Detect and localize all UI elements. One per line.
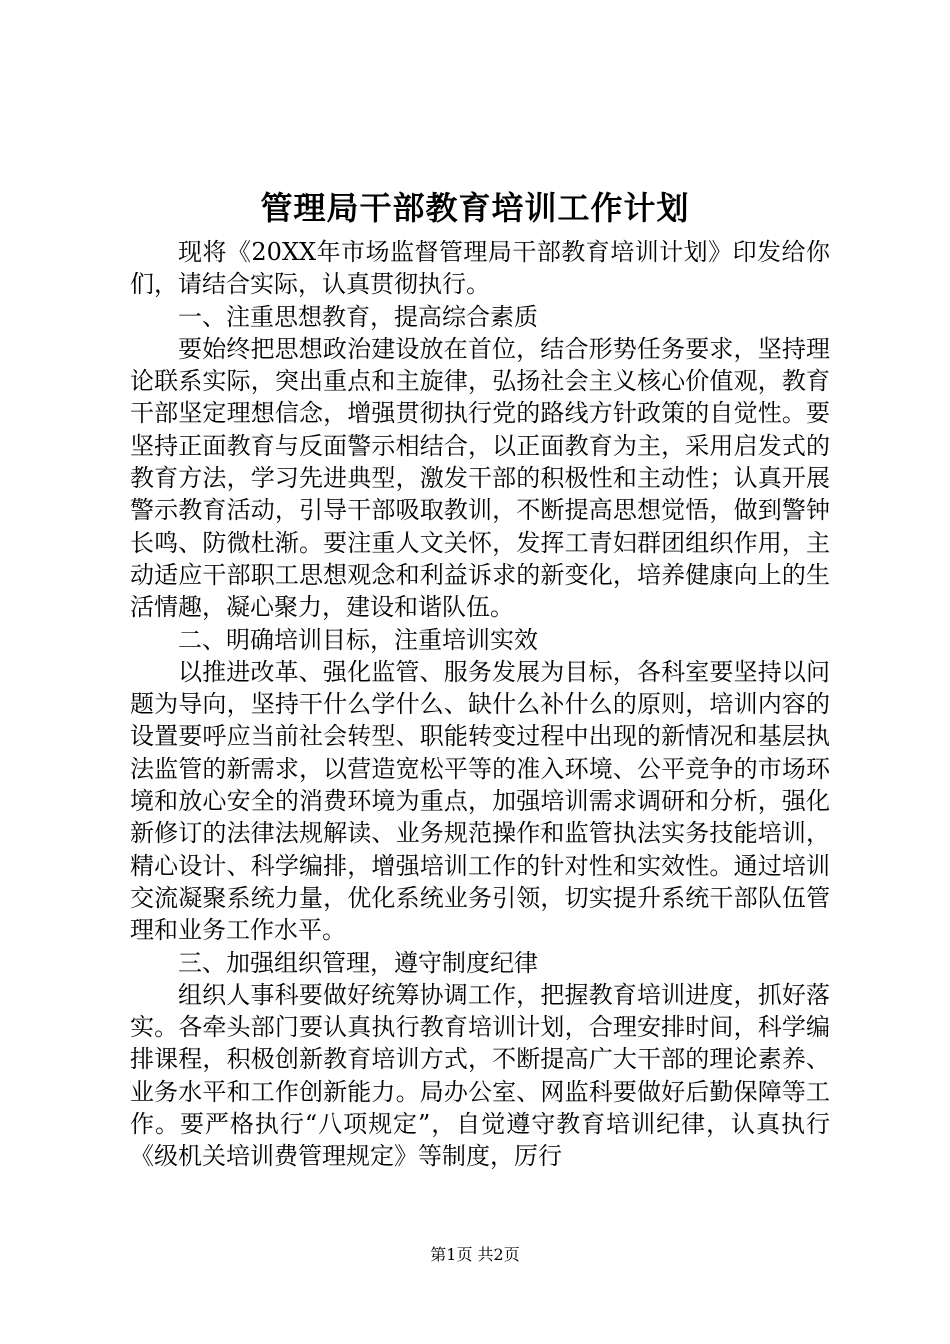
section-heading-1: 一、注重思想教育，提高综合素质 — [178, 302, 538, 331]
paragraph-intro: 现将《20XX年市场监督管理局干部教育培训计划》印发给你们，请结合实际，认真贯彻执行。 — [130, 238, 830, 299]
section-heading-3: 三、加强组织管理，遵守制度纪律 — [178, 948, 538, 977]
paragraph-section-3: 组织人事科要做好统筹协调工作，把握教育培训进度，抓好落实。各牵头部门要认真执行教育培训计划，合理安排时间，科学编排课程，积极创新教育培训方式，不断提高广大干部的理论素养、业务水平和工作创新能力。局办公室、网监科要做好后勤保障等工作。要严格执行“八项规定”，自觉遵守教育培训纪律，认真执行《级机关培训费管理规定》等制度，厉行 — [130, 980, 830, 1171]
section-heading-2: 二、明确培训目标，注重培训实效 — [178, 625, 538, 654]
document-title: 管理局干部教育培训工作计划 — [260, 189, 690, 227]
page-number: 第1页 — [430, 1245, 473, 1264]
paragraph-section-2: 以推进改革、强化监管、服务发展为目标，各科室要坚持以问题为导向，坚持干什么学什么、缺什么补什么的原则，培训内容的设置要呼应当前社会转型、职能转变过程中出现的新情况和基层执法监管的新需求，以营造宽松平等的准入环境、公平竞争的市场环境和放心安全的消费环境为重点，加强培训需求调研和分析，强化新修订的法律法规解读、业务规范操作和监管执法实务技能培训，精心设计、科学编排，增强培训工作的针对性和实效性。通过培训交流凝聚系统力量，优化系统业务引领，切实提升系统干部队伍管理和业务工作水平。 — [130, 657, 830, 945]
paragraph-section-1: 要始终把思想政治建设放在首位，结合形势任务要求，坚持理论联系实际，突出重点和主旋律，弘扬社会主义核心价值观，教育干部坚定理想信念，增强贯彻执行党的路线方针政策的自觉性。要坚持正面教育与反面警示相结合，以正面教育为主，采用启发式的教育方法，学习先进典型，激发干部的积极性和主动性；认真开展警示教育活动，引导干部吸取教训，不断提高思想觉悟，做到警钟长鸣、防微杜渐。要注重人文关怀，发挥工青妇群团组织作用，主动适应干部职工思想观念和利益诉求的新变化，培养健康向上的生活情趣，凝心聚力，建设和谐队伍。 — [130, 334, 830, 622]
page-footer — [0, 1244, 950, 1266]
page-total: 共2页 — [477, 1245, 520, 1264]
document-body — [130, 236, 830, 1173]
